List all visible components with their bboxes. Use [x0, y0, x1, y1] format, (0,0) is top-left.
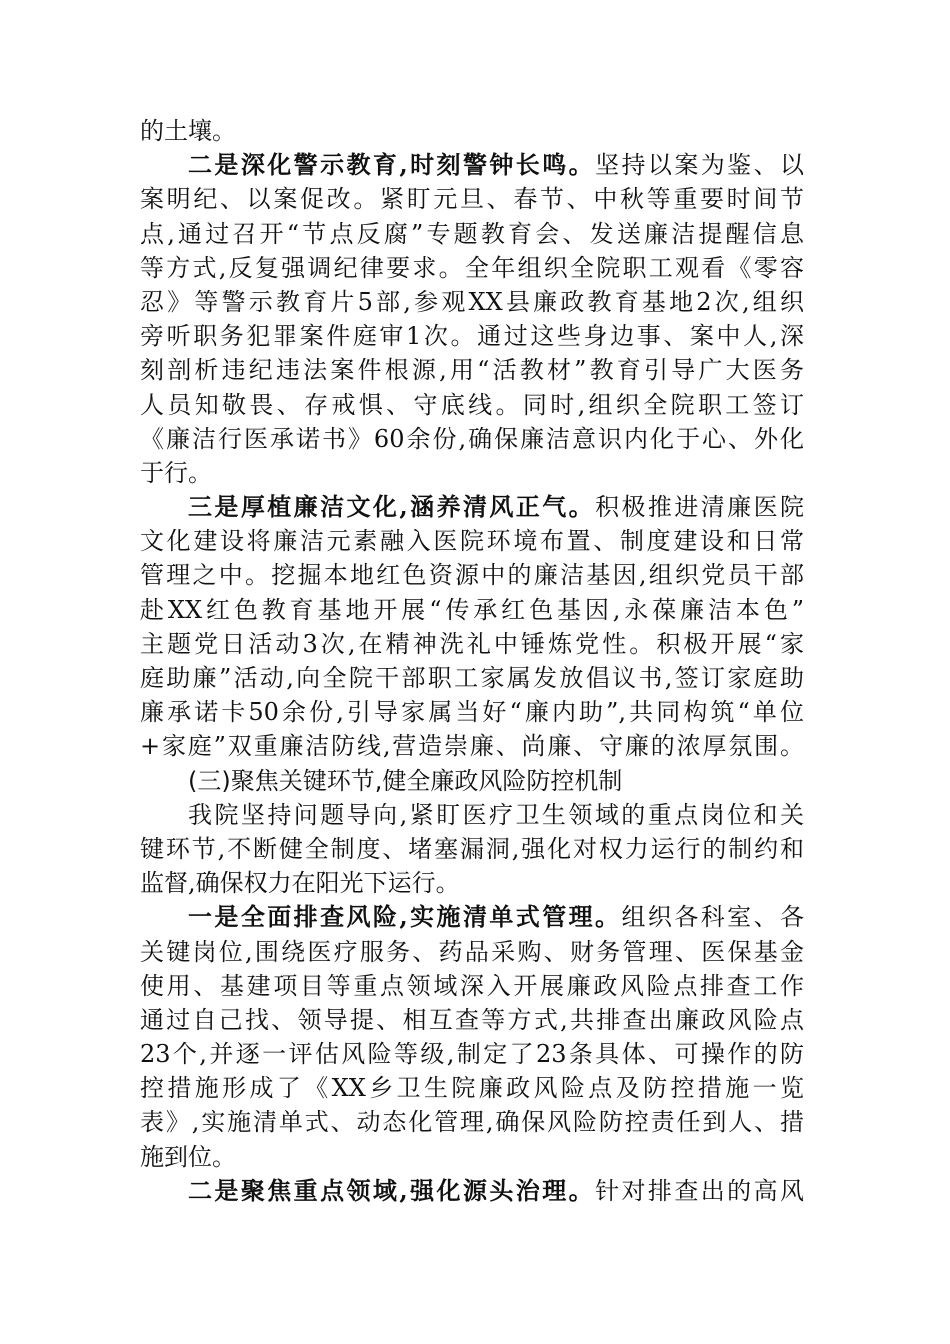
- text-line: 于行。: [140, 458, 212, 487]
- text-line: 《廉洁行医承诺书》60余份,确保廉洁意识内化于心、外化: [140, 424, 804, 453]
- text-line: 关键岗位,围绕医疗服务、药品采购、财务管理、医保基金: [140, 937, 804, 966]
- text-line: [140, 148, 804, 182]
- text-line: 控措施形成了《XX乡卫生院廉政风险点及防控措施一览: [140, 1074, 804, 1103]
- text-line: 施到位。: [140, 1142, 236, 1171]
- paragraph-key-areas: [140, 1174, 804, 1208]
- text-line: 等方式,反复强调纪律要求。全年组织全院职工观看《零容: [140, 253, 804, 282]
- text-line: 使用、基建项目等重点领域深入开展廉政风险点排查工作: [140, 971, 804, 1000]
- text-line: 人员知敬畏、存戒惧、守底线。同时,组织全院职工签订: [140, 390, 804, 419]
- text-line: 旁听职务犯罪案件庭审1次。通过这些身边事、案中人,深: [140, 322, 804, 351]
- text-line: 监督,确保权力在阳光下运行。: [140, 869, 460, 898]
- paragraph-risk-inventory: [140, 900, 804, 1174]
- text-line: 忍》等警示教育片5部,参观XX县廉政教育基地2次,组织: [140, 287, 804, 316]
- text-line: +家庭”双重廉洁防线,营造崇廉、尚廉、守廉的浓厚氛围。: [140, 732, 804, 761]
- text-span: 积极推进清廉医院: [595, 493, 804, 522]
- text-line: 庭助廉”活动,向全院干部职工家属发放倡议书,签订家庭助: [140, 664, 804, 692]
- text-line: 赴XX红色教育基地开展“传承红色基因,永葆廉洁本色”: [140, 595, 804, 624]
- text-line: 管理之中。挖掘本地红色资源中的廉洁基因,组织党员干部: [140, 561, 804, 590]
- text-span: 坚持以案为鉴、以: [595, 151, 804, 180]
- text-line: [140, 490, 804, 524]
- section-heading: [140, 764, 804, 798]
- text-line: 23个,并逐一评估风险等级,制定了23条具体、可操作的防: [140, 1040, 804, 1069]
- text-line: 刻剖析违纪违法案件根源,用“活教材”教育引导广大医务: [140, 356, 804, 385]
- section-heading-text: (三)聚焦关键环节,健全廉政风险防控机制: [188, 766, 623, 795]
- text-line: 案明纪、以案促改。紧盯元旦、春节、中秋等重要时间节: [140, 185, 804, 214]
- text-line: 表》,实施清单式、动态化管理,确保风险防控责任到人、措: [140, 1108, 804, 1137]
- text-line: 点,通过召开“节点反腐”专题教育会、发送廉洁提醒信息: [140, 219, 804, 248]
- paragraph-continuation: [140, 114, 804, 148]
- paragraph-integrity-culture: [140, 490, 804, 764]
- paragraph-section-intro: [140, 798, 804, 901]
- text-line: 我院坚持问题导向,紧盯医疗卫生领域的重点岗位和关: [188, 800, 804, 829]
- text-line: 通过自己找、领导提、相互查等方式,共排查出廉政风险点: [140, 1005, 804, 1034]
- text-span: 针对排查出的高风: [595, 1176, 804, 1205]
- text-line: 的土壤。: [140, 117, 236, 145]
- text-span: 组织各科室、各: [621, 903, 804, 932]
- text-line: 廉承诺卡50余份,引导家属当好“廉内助”,共同构筑“单位: [140, 698, 804, 727]
- paragraph-lead: 二是深化警示教育,时刻警钟长鸣。: [188, 150, 596, 180]
- text-line: 文化建设将廉洁元素融入医院环境布置、制度建设和日常: [140, 527, 804, 556]
- paragraph-warning-education: [140, 148, 804, 490]
- text-line: [140, 1174, 804, 1208]
- text-line: [140, 900, 804, 934]
- text-line: 主题党日活动3次,在精神洗礼中锤炼党性。积极开展“家: [140, 629, 804, 658]
- document-page: [140, 114, 804, 1208]
- text-line: 键环节,不断健全制度、堵塞漏洞,强化对权力运行的制约和: [140, 834, 804, 863]
- paragraph-lead: 二是聚焦重点领域,强化源头治理。: [188, 1175, 596, 1205]
- paragraph-lead: 一是全面排查风险,实施清单式管理。: [188, 902, 622, 932]
- paragraph-lead: 三是厚植廉洁文化,涵养清风正气。: [188, 492, 596, 522]
